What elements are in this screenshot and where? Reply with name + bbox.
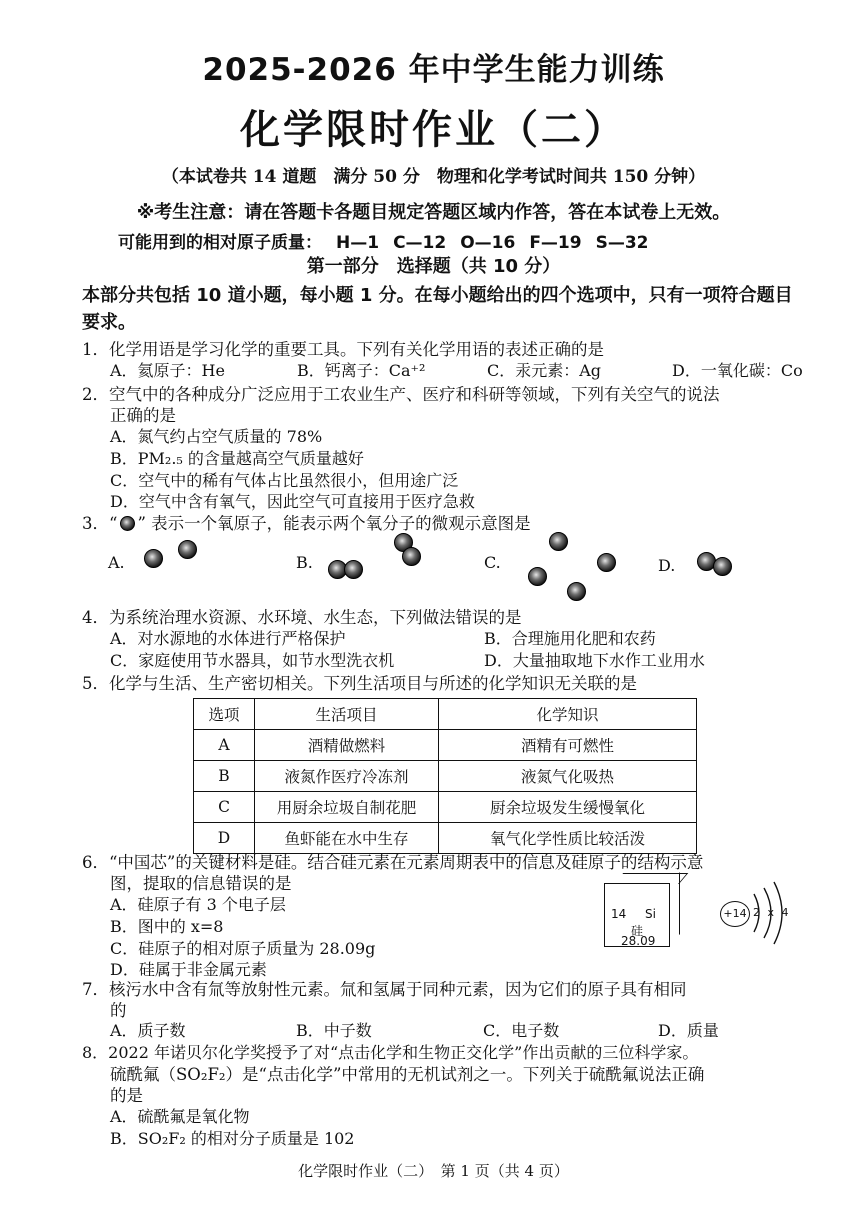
q2-option-b: B．PM₂.₅ 的含量越高空气质量越好 [110, 449, 364, 468]
element-cell-side-edge [679, 872, 680, 935]
element-number: 14 [611, 907, 627, 921]
q5-cell: 厨余垃圾发生缓慢氧化 [439, 792, 697, 823]
q5-cell: B [194, 761, 255, 792]
element-mass: 28.09 [621, 934, 656, 948]
nucleus-circle [720, 901, 750, 927]
section-title: 第一部分 选择题（共 10 分） [306, 256, 561, 277]
table-row [194, 730, 697, 761]
q7-option-b: B．中子数 [296, 1021, 372, 1040]
q2-stem-line2: 正确的是 [110, 406, 176, 425]
q5-cell: 鱼虾能在水中生存 [255, 823, 439, 854]
q3-stem-post: ” 表示一个氧原子，能表示两个氧分子的微观示意图是 [137, 514, 531, 533]
q3-option-d-label: D. [658, 556, 676, 575]
q3-c-atom-4 [567, 582, 586, 601]
q2-option-d: D．空气中含有氧气，因此空气可直接用于医疗急救 [110, 492, 475, 511]
element-name: 硅 [631, 924, 644, 938]
q3-c-atom-2 [528, 567, 547, 586]
q5-cell: 酒精做燃料 [255, 730, 439, 761]
q5-cell: A [194, 730, 255, 761]
q5-cell: D [194, 823, 255, 854]
q1-option-b: B．钙离子：Ca⁺² [297, 361, 426, 380]
q4-option-a: A．对水源地的水体进行严格保护 [110, 629, 346, 648]
q8-option-b: B．SO₂F₂ 的相对分子质量是 102 [110, 1129, 355, 1148]
q3-option-c-label: C. [484, 553, 501, 572]
q1-option-c: C．汞元素：Ag [487, 361, 602, 380]
q2-option-a: A．氮气约占空气质量的 78% [110, 427, 323, 446]
q6-stem-line2: 图，提取的信息错误的是 [110, 874, 292, 893]
q3-option-a-label: A. [108, 553, 125, 572]
q3-d-atom-2 [713, 557, 732, 576]
q3-option-b-label: B. [296, 553, 313, 572]
oxygen-atom-icon [120, 516, 135, 531]
mass-s: S—32 [595, 233, 649, 253]
mass-c: C—12 [393, 233, 447, 253]
q4-option-d: D．大量抽取地下水作工业用水 [484, 651, 705, 670]
q3-a-atom-2 [178, 540, 197, 559]
q8-stem-line2: 硫酰氟（SO₂F₂）是“点击化学”中常用的无机试剂之一。下列关于硫酰氟说法正确 [110, 1065, 705, 1084]
q4-option-b: B．合理施用化肥和农药 [484, 629, 656, 648]
q1-stem: 1．化学用语是学习化学的重要工具。下列有关化学用语的表述正确的是 [82, 340, 604, 359]
q7-option-c: C．电子数 [483, 1021, 560, 1040]
q6-option-a: A．硅原子有 3 个电子层 [110, 895, 286, 914]
exam-notice: ※考生注意：请在答题卡各题目规定答题区域内作答，答在本试卷上无效。 [136, 202, 731, 223]
table-row [194, 761, 697, 792]
mass-f: F—19 [529, 233, 582, 253]
q6-option-b: B．图中的 x=8 [110, 917, 224, 936]
q5-header-knowledge: 化学知识 [439, 699, 697, 730]
electron-counts: 2 x 4 [753, 906, 791, 919]
section-intro: 本部分共包括 10 道小题，每小题 1 分。在每小题给出的四个选项中，只有一项符合题目要求。 [82, 285, 793, 333]
q1-option-a: A．氦原子：He [110, 361, 225, 380]
q5-cell: 液氮作医疗冷冻剂 [255, 761, 439, 792]
mass-h: H—1 [336, 233, 380, 253]
q5-table-header [194, 699, 697, 730]
q5-header-life: 生活项目 [255, 699, 439, 730]
q3-stem [82, 510, 531, 534]
element-symbol: Si [645, 907, 656, 921]
q5-header-option: 选项 [194, 699, 255, 730]
q5-cell: 酒精有可燃性 [439, 730, 697, 761]
q2-stem-line1: 2．空气中的各种成分广泛应用于工农业生产、医疗和科研等领域，下列有关空气的说法 [82, 385, 720, 404]
silicon-element-cell [604, 883, 670, 947]
q6-stem-line1: 6．“中国芯”的关键材料是硅。结合硅元素在元素周期表中的信息及硅原子的结构示意 [82, 853, 704, 872]
page-footer: 化学限时作业（二） 第 1 页（共 4 页） [298, 1162, 569, 1180]
table-row [194, 792, 697, 823]
q3-stem-pre: 3．“ [82, 514, 118, 533]
q3-c-atom-1 [549, 532, 568, 551]
nucleus-charge: +14 [723, 907, 747, 920]
q3-c-atom-3 [597, 553, 616, 572]
masses-label: 可能用到的相对原子质量： [118, 233, 322, 253]
q5-cell: 用厨余垃圾自制花肥 [255, 792, 439, 823]
exam-title: 化学限时作业（二） [240, 107, 627, 153]
exam-series-title: 2025-2026 年中学生能力训练 [202, 52, 665, 88]
q5-cell: 液氮气化吸热 [439, 761, 697, 792]
q4-option-c: C．家庭使用节水器具，如节水型洗衣机 [110, 651, 395, 670]
q6-option-c: C．硅原子的相对原子质量为 28.09g [110, 939, 376, 958]
q1-option-d: D．一氧化碳：Co [672, 361, 803, 380]
q8-option-a: A．硫酰氟是氧化物 [110, 1107, 250, 1126]
q7-option-d: D．质量 [658, 1021, 719, 1040]
q7-option-a: A．质子数 [110, 1021, 186, 1040]
q2-option-c: C．空气中的稀有气体占比虽然很小，但用途广泛 [110, 471, 459, 490]
q7-stem-line2: 的 [110, 1001, 127, 1020]
oxygen-atom-legend [117, 515, 137, 529]
q7-stem-line1: 7．核污水中含有氚等放射性元素。氚和氢属于同种元素，因为它们的原子具有相同 [82, 980, 687, 999]
q5-cell: 氧气化学性质比较活泼 [439, 823, 697, 854]
q4-stem: 4．为系统治理水资源、水环境、水生态，下列做法错误的是 [82, 608, 522, 627]
q8-stem-line1: 8．2022 年诺贝尔化学奖授予了对“点击化学和生物正交化学”作出贡献的三位科学家。 [82, 1043, 699, 1062]
q3-a-atom-1 [144, 549, 163, 568]
exam-info: （本试卷共 14 道题 满分 50 分 物理和化学考试时间共 150 分钟） [161, 167, 706, 187]
q5-stem: 5．化学与生活、生产密切相关。下列生活项目与所述的化学知识无关联的是 [82, 674, 637, 693]
atomic-masses [118, 228, 649, 253]
q8-stem-line3: 的是 [110, 1086, 143, 1105]
q5-cell: C [194, 792, 255, 823]
q3-b-atom-4 [402, 547, 421, 566]
q3-b-atom-2 [344, 560, 363, 579]
q5-table [193, 698, 697, 854]
mass-o: O—16 [460, 233, 516, 253]
q6-option-d: D．硅属于非金属元素 [110, 960, 267, 979]
